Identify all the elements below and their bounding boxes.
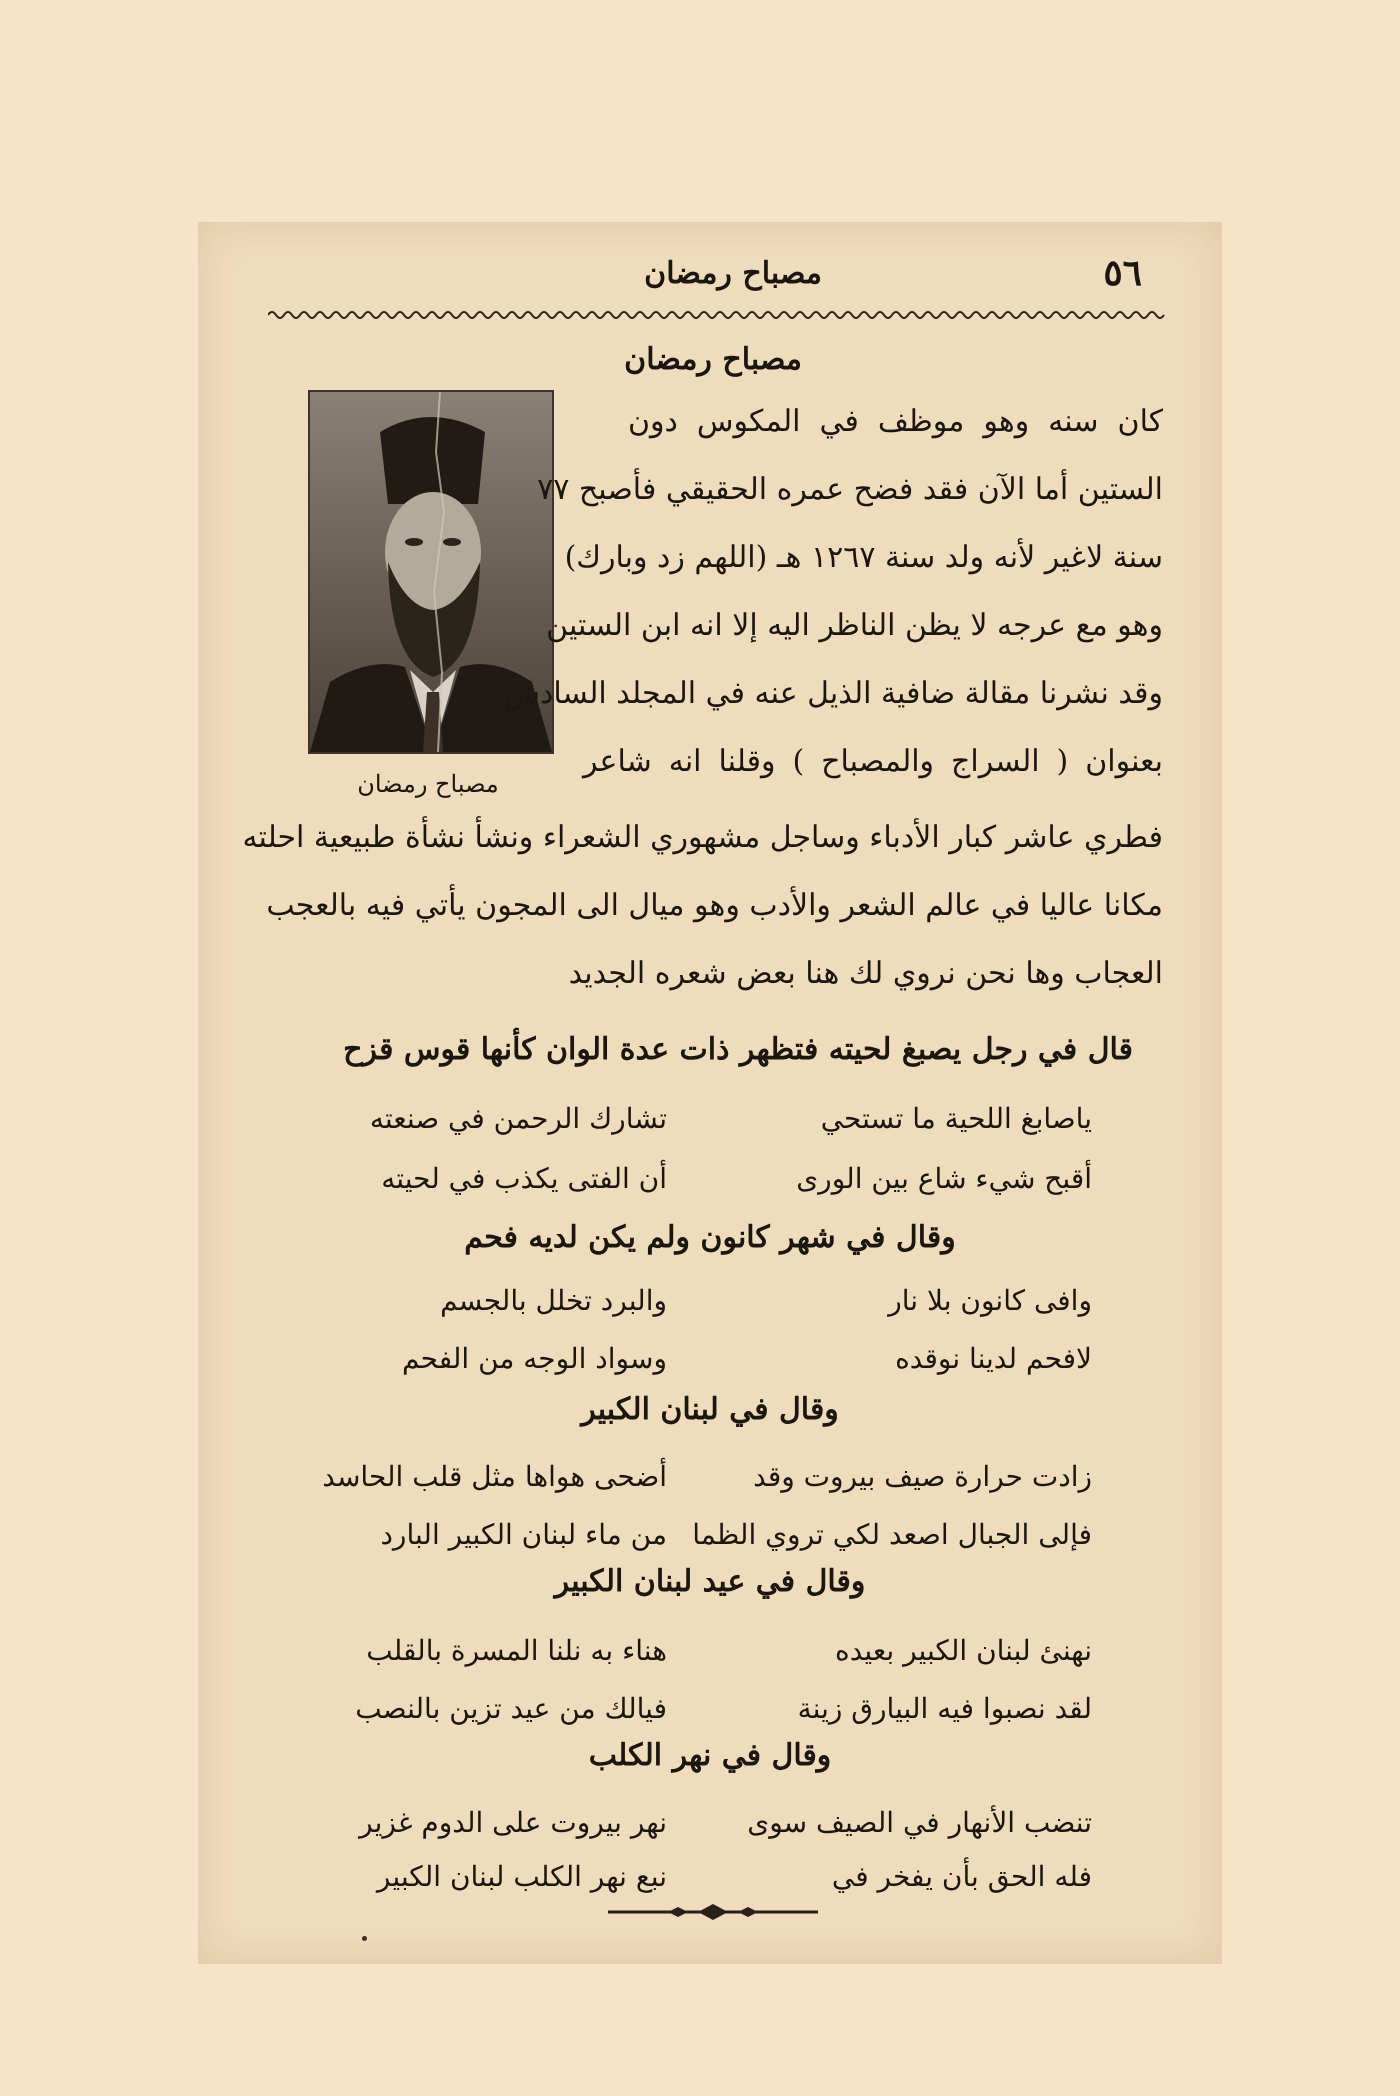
verse-second-hemistich: نبع نهر الكلب لبنان الكبير <box>376 1860 667 1893</box>
intro-line: فطري عاشر كبار الأدباء وساجل مشهوري الشعراء ونشأ نشأة طبيعية احلته <box>242 820 1163 855</box>
verse-first-hemistich: لقد نصبوا فيه البيارق زينة <box>797 1692 1092 1725</box>
verse-first-hemistich: لافحم لدينا نوقده <box>895 1342 1092 1375</box>
intro-line: وهو مع عرجه لا يظن الناظر اليه إلا انه ابن الستين <box>546 608 1163 643</box>
intro-line: مكانا عاليا في عالم الشعر والأدب وهو ميال الى المجون يأتي فيه بالعجب <box>266 888 1163 923</box>
running-title: مصباح رمضان <box>644 256 822 291</box>
verse-second-hemistich: أن الفتى يكذب في لحيته <box>381 1162 667 1195</box>
verse-first-hemistich: وافى كانون بلا نار <box>888 1284 1092 1317</box>
end-ornament <box>608 1902 818 1922</box>
poem-intro: وقال في عيد لبنان الكبير <box>554 1564 866 1599</box>
intro-line: وقد نشرنا مقالة ضافية الذيل عنه في المجلد السادس <box>503 676 1163 711</box>
book-page <box>198 222 1222 1964</box>
intro-line: بعنوان ( السراج والمصباح ) وقلنا انه شاعر <box>583 744 1163 779</box>
verse-second-hemistich: والبرد تخلل بالجسم <box>440 1284 667 1317</box>
verse-first-hemistich: تنضب الأنهار في الصيف سوى <box>747 1806 1092 1839</box>
verse-second-hemistich: نهر بيروت على الدوم غزير <box>359 1806 667 1839</box>
verse-second-hemistich: من ماء لبنان الكبير البارد <box>380 1518 667 1551</box>
verse-second-hemistich: أضحى هواها مثل قلب الحاسد <box>322 1460 667 1493</box>
page-number: ٥٦ <box>1103 252 1142 294</box>
verse-first-hemistich: نهنئ لبنان الكبير بعيده <box>835 1634 1092 1667</box>
wavy-rule <box>268 308 1168 322</box>
running-header <box>258 244 1162 298</box>
intro-line: الستين أما الآن فقد فضح عمره الحقيقي فأصبح ٧٧ <box>537 472 1163 507</box>
article-title: مصباح رمضان <box>624 342 802 377</box>
verse-first-hemistich: فله الحق بأن يفخر في <box>831 1860 1092 1893</box>
poem-intro: قال في رجل يصبغ لحيته فتظهر ذات عدة الوان كأنها قوس قزح <box>343 1032 1133 1067</box>
verse-first-hemistich: ياصابغ اللحية ما تستحي <box>820 1102 1092 1135</box>
poem-intro: وقال في نهر الكلب <box>588 1738 832 1773</box>
verse-first-hemistich: زادت حرارة صيف بيروت وقد <box>753 1460 1092 1493</box>
verse-second-hemistich: فيالك من عيد تزين بالنصب <box>355 1692 667 1725</box>
poem-intro: وقال في لبنان الكبير <box>581 1392 839 1427</box>
verse-second-hemistich: تشارك الرحمن في صنعته <box>369 1102 667 1135</box>
intro-line: كان سنه وهو موظف في المكوس دون <box>628 404 1163 439</box>
verse-second-hemistich: هناء به نلنا المسرة بالقلب <box>366 1634 667 1667</box>
verse-first-hemistich: أقبح شيء شاع بين الورى <box>796 1162 1092 1195</box>
intro-line: العجاب وها نحن نروي لك هنا بعض شعره الجديد <box>568 956 1163 991</box>
poem-intro: وقال في شهر كانون ولم يكن لديه فحم <box>464 1220 956 1255</box>
verse-first-hemistich: فإلى الجبال اصعد لكي تروي الظما <box>692 1518 1092 1551</box>
ink-speck <box>362 1936 367 1941</box>
verse-second-hemistich: وسواد الوجه من الفحم <box>402 1342 667 1375</box>
intro-line: سنة لاغير لأنه ولد سنة ١٢٦٧ هـ (اللهم زد وبارك) <box>564 540 1163 575</box>
photo-caption: مصباح رمضان <box>357 770 499 798</box>
